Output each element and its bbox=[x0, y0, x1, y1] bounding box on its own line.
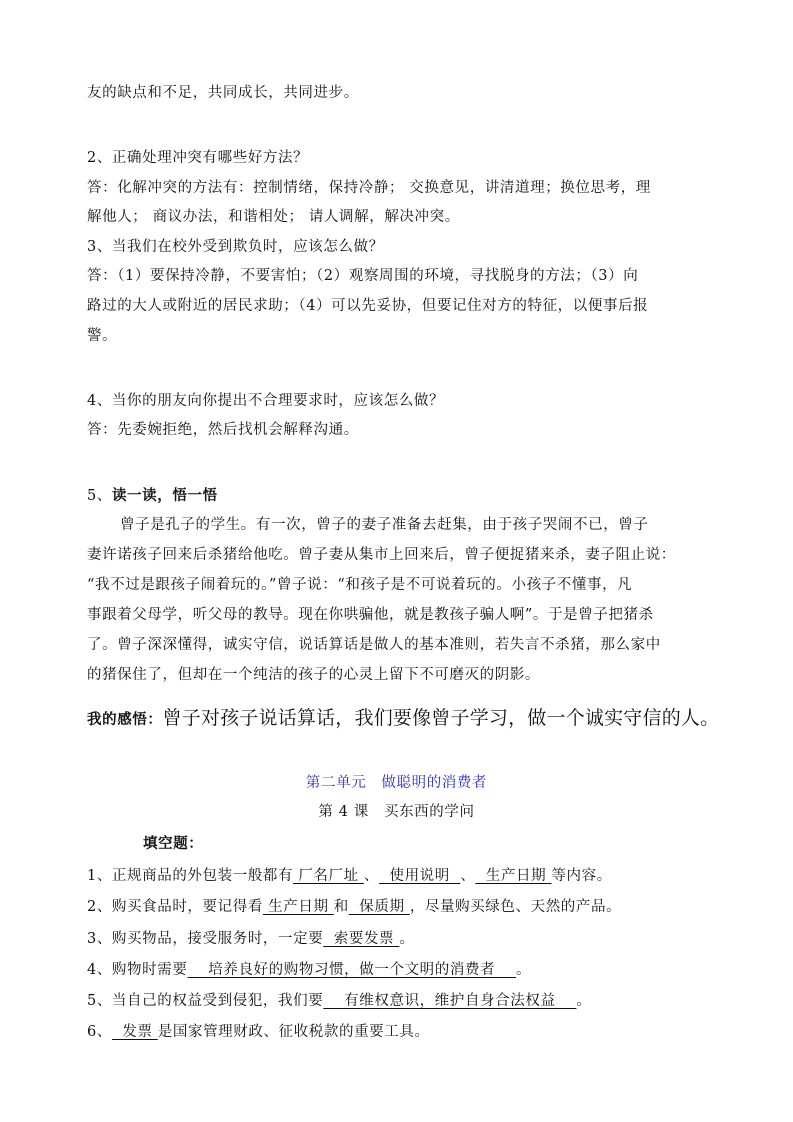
item-text: ，尽量购买绿色、天然的产品。 bbox=[409, 899, 622, 915]
item-text: 。 bbox=[516, 962, 532, 978]
item-text: 6、 bbox=[87, 1024, 112, 1040]
unit-title: 第二单元 做聪明的消费者 bbox=[305, 775, 488, 791]
answer-blank: 生产日期 bbox=[475, 868, 552, 884]
story-line: 事跟着父母学，听父母的教导。现在你哄骗他，就是教孩子骗人啊”。于是曾子把猪杀 bbox=[87, 607, 654, 623]
item-text: 1、正规商品的外包装一般都有 bbox=[87, 868, 294, 884]
story-line: 了。曾子深深懂得，诚实守信，说话算话是做人的基本准则，若失言不杀猪，那么家中 bbox=[87, 637, 661, 653]
question-5-heading bbox=[87, 486, 218, 506]
answer-blank: 厂名厂址 bbox=[293, 868, 364, 884]
answer-4: 答：先委婉拒绝，然后找机会解释沟通。 bbox=[87, 422, 359, 438]
fill-blank-item-6 bbox=[87, 1022, 430, 1042]
item-text: 是国家管理财政、征收税款的重要工具。 bbox=[157, 1024, 430, 1040]
question-4: 4、当你的朋友向你提出不合理要求时，应该怎么做？ bbox=[87, 393, 445, 409]
story-line: 妻许诺孩子回来后杀猪给他吃。曾子妻从集市上回来后，曾子便捉猪来杀，妻子阻止说： bbox=[87, 547, 676, 563]
item-text: 5、当自己的权益受到侵犯，我们要 bbox=[87, 993, 324, 1009]
item-text: 。 bbox=[576, 993, 592, 1009]
fill-blank-item-5 bbox=[87, 991, 592, 1011]
answer-blank: 使用说明 bbox=[379, 868, 461, 884]
answer-2-line-1: 答：化解冲突的方法有：控制情绪，保持冷静； 交换意见，讲清道理；换位思考，理 bbox=[87, 180, 651, 196]
item-text: 4、购物时需要 bbox=[87, 962, 188, 978]
fill-blank-item-2 bbox=[87, 897, 621, 917]
reflection-text: 曾子对孩子说话算话，我们要像曾子学习，做一个诚实守信的人。 bbox=[162, 707, 720, 729]
item-text: 和 bbox=[333, 899, 349, 915]
item-text: 。 bbox=[399, 931, 415, 947]
answer-3-line-1: 答：（1）要保持冷静，不要害怕；（2）观察周围的环境，寻找脱身的方法；（3）向 bbox=[87, 268, 639, 284]
item-text: 2、购买食品时，要记得看 bbox=[87, 899, 263, 915]
item-text: 等内容。 bbox=[551, 868, 612, 884]
question-3: 3、当我们在校外受到欺负时，应该怎么做？ bbox=[87, 239, 384, 255]
story-line: “我不过是跟孩子闹着玩的。”曾子说：“和孩子是不可说着玩的。小孩子不懂事，凡 bbox=[87, 577, 633, 593]
reflection bbox=[87, 705, 719, 731]
answer-3-line-2: 路过的大人或附近的居民求助；（4）可以先妥协，但要记住对方的特征，以便事后报 bbox=[87, 298, 649, 314]
question-5-title: 读一读，悟一悟 bbox=[111, 487, 218, 504]
answer-2-line-2: 解他人； 商议办法，和谐相处； 请人调解，解决冲突。 bbox=[87, 209, 460, 225]
answer-blank: 培养良好的购物习惯，做一个文明的消费者 bbox=[187, 962, 517, 978]
question-2: 2、正确处理冲突有哪些好方法？ bbox=[87, 150, 309, 166]
fill-blank-item-4 bbox=[87, 960, 531, 980]
story-line: 的猪保住了，但却在一个纯洁的孩子的心灵上留下不可磨灭的阴影。 bbox=[87, 667, 540, 683]
story-line: 曾子是孔子的学生。有一次，曾子的妻子准备去赶集，由于孩子哭闹不已，曾子 bbox=[120, 517, 649, 533]
answer-3-line-3: 警。 bbox=[87, 328, 118, 344]
answer-blank: 有维权意识，维护自身合法权益 bbox=[323, 993, 577, 1009]
fill-blank-heading: 填空题： bbox=[143, 835, 204, 852]
answer-blank: 发票 bbox=[111, 1024, 158, 1040]
item-text: 、 bbox=[363, 868, 380, 884]
answer-blank: 保质期 bbox=[348, 899, 410, 915]
answer-blank: 生产日期 bbox=[262, 899, 334, 915]
item-text: 3、购买物品，接受服务时，一定要 bbox=[87, 931, 324, 947]
reflection-label: 我的感悟： bbox=[87, 711, 163, 728]
question-5-number: 5、 bbox=[87, 488, 112, 504]
lesson-title: 第 4 课 买东西的学问 bbox=[318, 804, 475, 820]
paragraph-continuation: 友的缺点和不足，共同成长，共同进步。 bbox=[87, 85, 359, 101]
fill-blank-item-3 bbox=[87, 929, 414, 949]
answer-blank: 索要发票 bbox=[323, 931, 400, 947]
fill-blank-item-1 bbox=[87, 866, 612, 886]
item-text: 、 bbox=[460, 868, 476, 884]
